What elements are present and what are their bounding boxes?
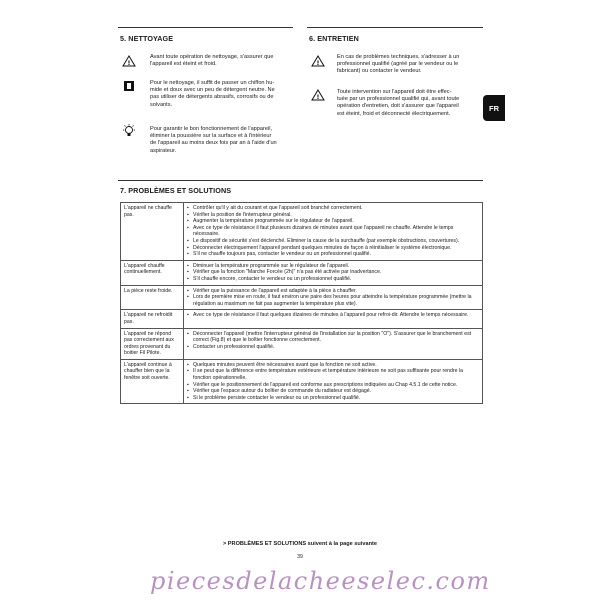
svg-text:!: ! [127, 60, 131, 67]
problem-cell: L'appareil continue à chauffer bien que la fenêtre soit ouverte. [121, 359, 184, 404]
lightbulb-icon [122, 124, 136, 138]
hand-icon [123, 80, 135, 92]
solutions-cell [184, 328, 483, 359]
solution-item: ▪ Vérifier la position de l'interrupteur général. [187, 212, 479, 219]
table-row [121, 359, 483, 404]
solution-item: ▪ Contrôler qu'il y ait du courant et que l'appareil soit branché correctement. [187, 205, 479, 212]
entretien-para-1: En cas de problèmes techniques, s'adresser à un professionnel qualifié (agréé par le vendeur ou le fabricant) ou contacter le vendeur. [337, 54, 460, 75]
solution-item: ▪ Déconnecter électriquement l'appareil pendant quelques minutes de façon à réinitialiser le système électronique. [187, 245, 479, 252]
solution-item: ▪ Augmenter la température programmée sur le régulateur de l'appareil. [187, 218, 479, 225]
problem-cell: L'appareil ne refroidit pas. [121, 310, 184, 328]
solutions-cell [184, 203, 483, 261]
problem-cell: L'appareil chauffe continuellement. [121, 260, 184, 285]
solution-item: ▪ Vérifier que la fonction "Marche Forcée (2h)" n'a pas été activée par inadvertance. [187, 269, 479, 276]
table-row [121, 328, 483, 359]
solution-item: ▪ Avec ce type de résistance il faut plusieurs dizaines de minutes avant que l'appareil ne chauffe. Attendre le temps nécessaire. [187, 225, 479, 238]
problem-cell: L'appareil ne chauffe pas. [121, 203, 184, 261]
solutions-cell [184, 260, 483, 285]
nettoyage-para-2: Pour le nettoyage, il suffit de passer un chiffon hu- mide et doux avec un peu de détergent neutre. Ne pas utiliser de détergents abrasifs, corrosifs ou de solvants. [150, 80, 275, 108]
solution-item: ▪ Lors de première mise en route, il faut environ une paire des heures pour atteindre la température programmée (mettre la régulation au maximum ne fait pas augmenter la température plus vite). [187, 294, 479, 307]
solution-item: ▪ Diminuer la température programmée sur le régulateur de l'appareil. [187, 263, 479, 270]
solution-item: ▪ S'il chauffe encore, contacter le vendeur ou un professionnel qualifié. [187, 276, 479, 283]
section-rule [118, 27, 293, 28]
section-title-problemes: 7. PROBLÈMES ET SOLUTIONS [120, 186, 232, 195]
solution-item: ▪ Le dispositif de sécurité s'est déclenché. Eliminer la cause de la surchauffe (par exemple obstructions, couvertures). [187, 238, 479, 245]
solution-item: ▪ Vérifier que la puissance de l'appareil est adaptée à la pièce à chauffer. [187, 288, 479, 295]
section-rule [118, 180, 483, 181]
section-title-nettoyage: 5. NETTOYAGE [120, 34, 174, 43]
section-title-entretien: 6. ENTRETIEN [309, 34, 359, 43]
solution-item: ▪ Déconnecter l'appareil (mettre l'interrupteur général de l'installation sur la position "O"). S'assurer que le branchement est correct (Fig.8) et que le boîtier fonctionne correctement. [187, 331, 479, 344]
problem-cell: L'appareil ne répond pas correctement aux ordres provenant du boitier Fil Pilote. [121, 328, 184, 359]
solution-item: ▪ Avec ce type de résistance il faut quelques dizaines de minutes à l'appareil pour refroi-dir. Attendre le temps nécessaire. [187, 312, 479, 319]
warning-icon [311, 89, 325, 101]
solution-item: ▪ S'il ne chauffe toujours pas, contacter le vendeur ou un professionnel qualifié. [187, 251, 479, 258]
entretien-para-2: Toute intervention sur l'appareil doit être effec- tuée par un professionnel qualifié qui, avant toute opération d'entretien, doit s'assurer que l'appareil est éteint, froid et déconnecté électriquement. [337, 89, 460, 117]
solution-item: ▪ Si le problème persiste contacter le vendeur ou un professionnel qualifié. [187, 395, 479, 402]
problem-cell: La pièce reste froide. [121, 285, 184, 310]
page-number: 39 [297, 554, 303, 560]
problems-table [120, 202, 483, 404]
solution-item: ▪ Vérifier que l'espace autour du boîtier de commande du radiateur est dégagé. [187, 388, 479, 395]
table-row [121, 260, 483, 285]
svg-text:!: ! [316, 94, 320, 101]
language-tab: FR [483, 95, 505, 121]
section-rule [307, 27, 483, 28]
nettoyage-para-1: Avant toute opération de nettoyage, s'assurer que l'appareil est éteint et froid. [150, 54, 274, 68]
solutions-cell [184, 310, 483, 328]
solution-item: ▪ Il se peut que la différence entre température extérieure et température intérieure ne soit pas suffisante pour rendre la fonction opérationnelle. [187, 368, 479, 381]
warning-icon [311, 55, 325, 67]
svg-text:!: ! [316, 60, 320, 67]
table-row [121, 203, 483, 261]
warning-icon [122, 55, 136, 67]
solution-item: ▪ Vérifier que le positionnement de l'appareil est conforme aux prescriptions indiquées au Chap 4.5.1 de cette notice. [187, 382, 479, 389]
table-row [121, 310, 483, 328]
table-row [121, 285, 483, 310]
solutions-cell [184, 285, 483, 310]
solution-item: ▪ Contacter un professionnel qualifié. [187, 344, 479, 351]
continued-note: > PROBLÈMES ET SOLUTIONS suivent à la page suivante [222, 541, 378, 547]
nettoyage-para-3: Pour garantir le bon fonctionnement de l'appareil, éliminer la poussière sur la surface et à l'intérieur de l'appareil au moins deux fois par an à l'aide d'un aspirateur. [150, 126, 277, 154]
solution-item: ▪ Quelques minutes peuvent être nécessaires avant que la fonction ne soit active. [187, 362, 479, 369]
solutions-cell [184, 359, 483, 404]
watermark: piecesdelacheeselec.com [150, 567, 491, 595]
